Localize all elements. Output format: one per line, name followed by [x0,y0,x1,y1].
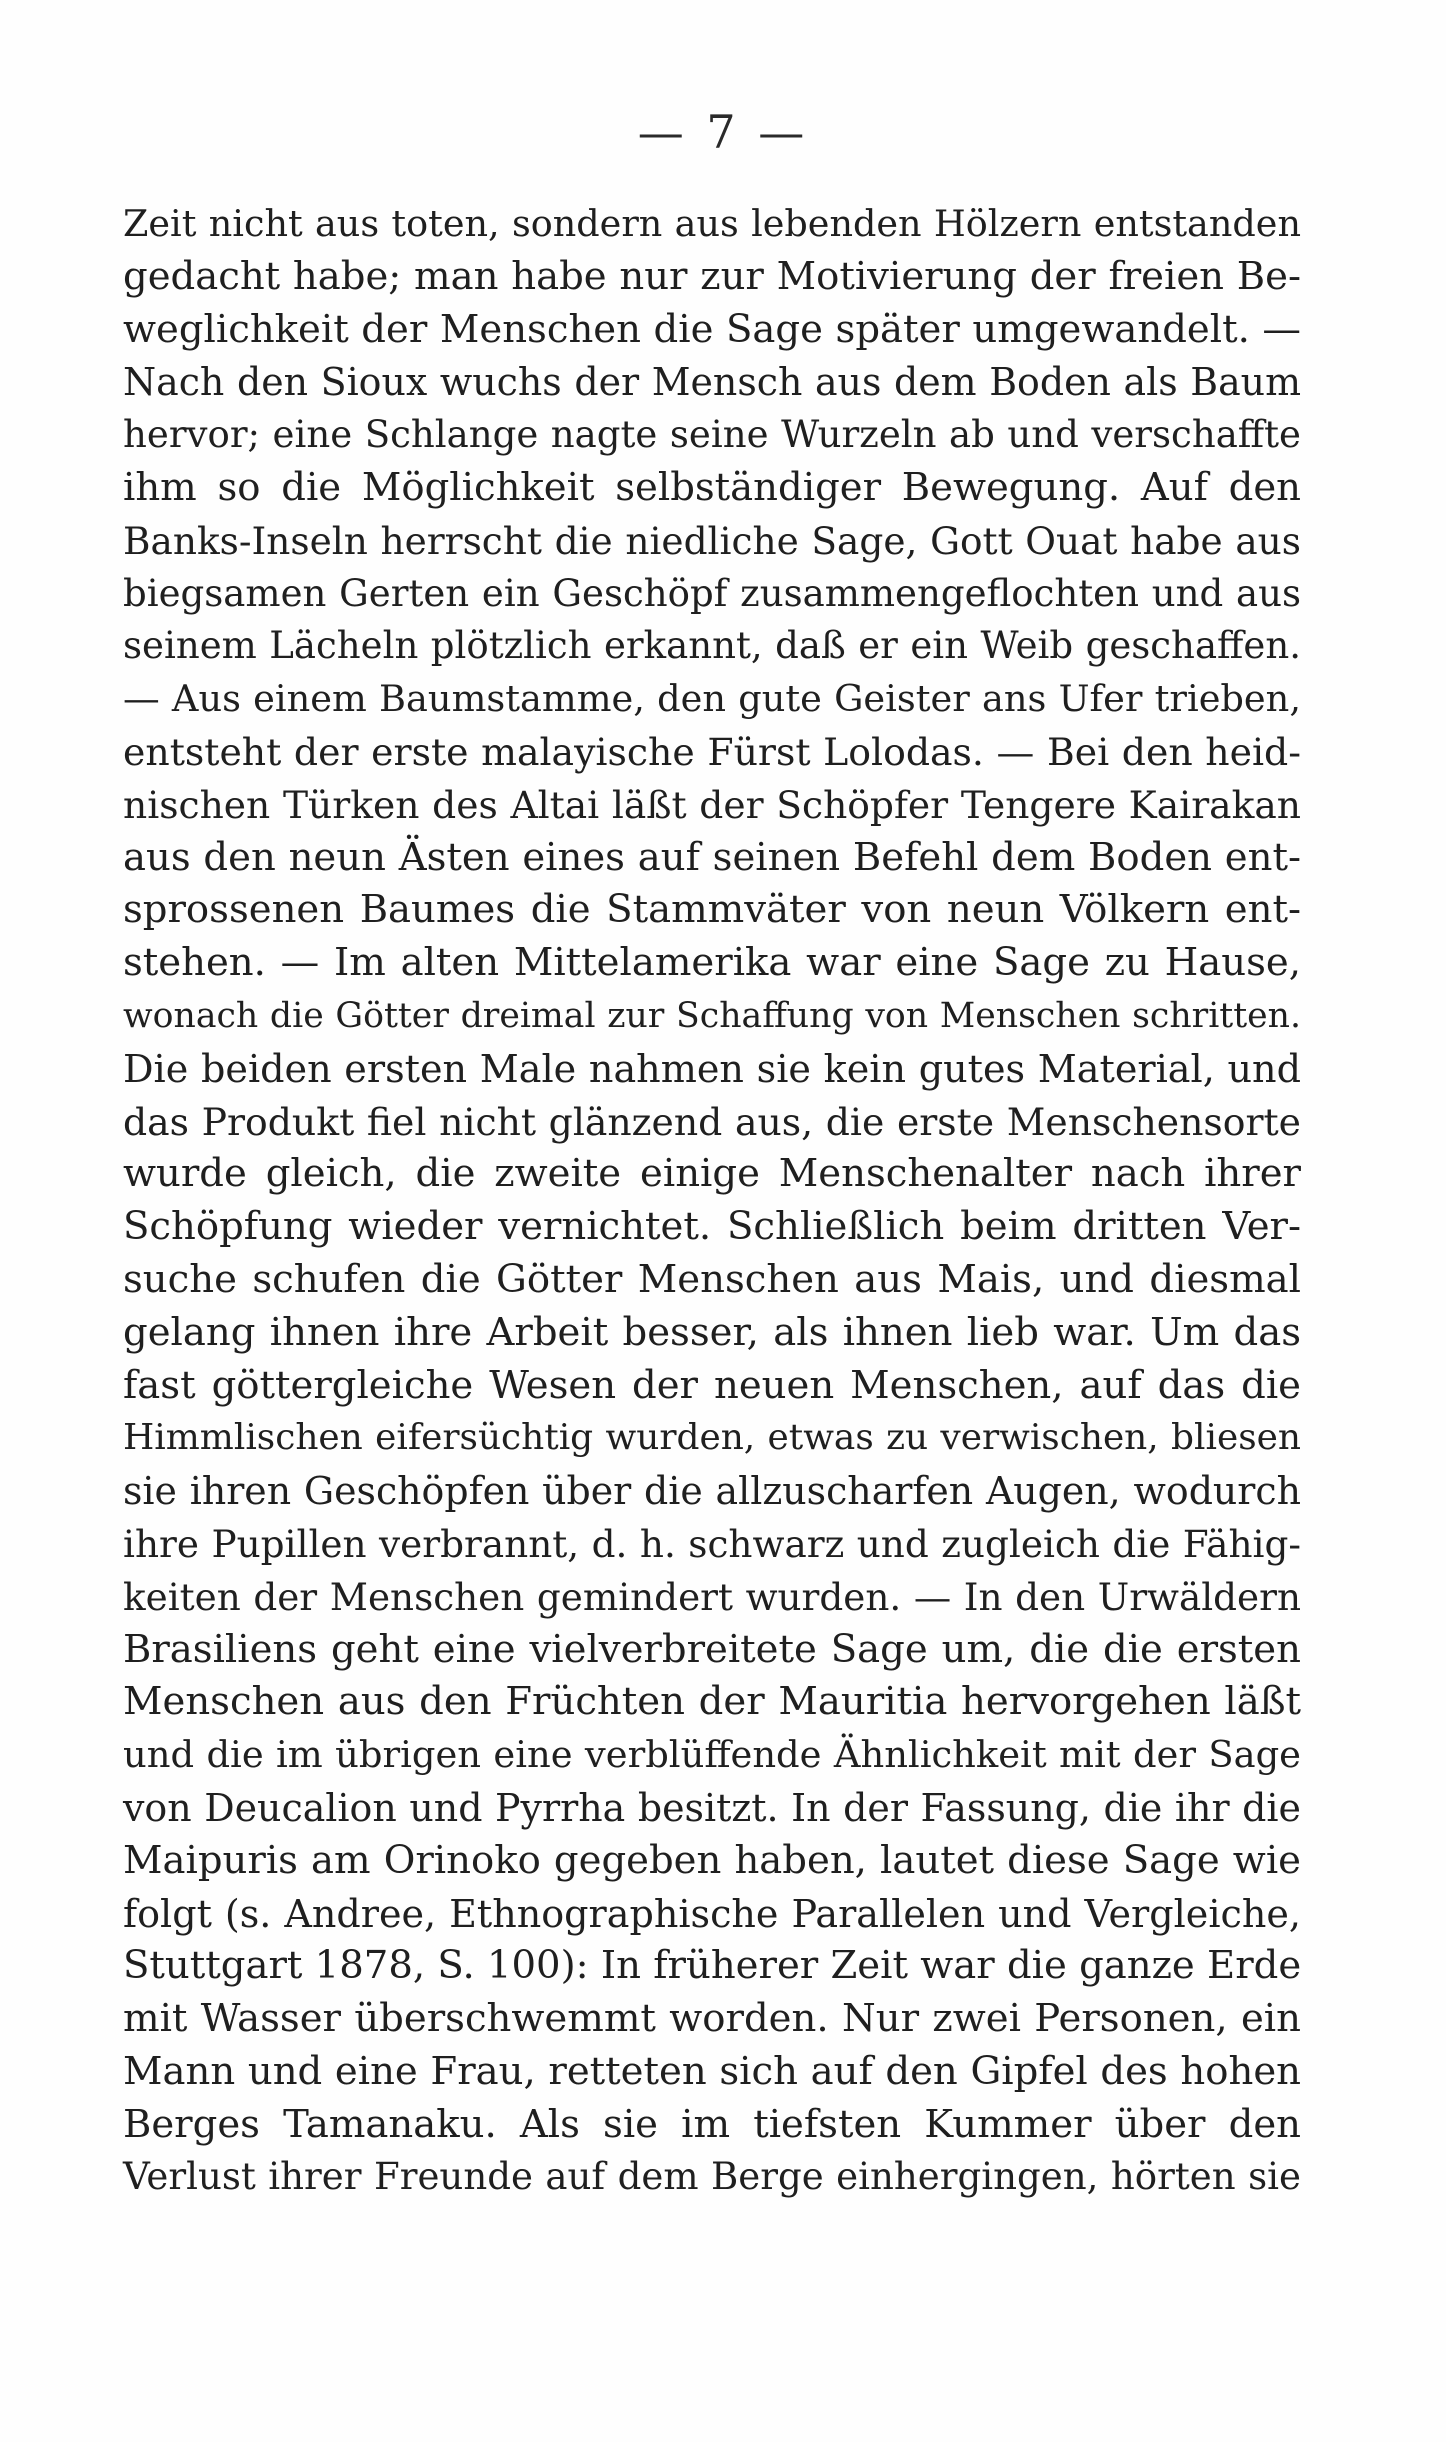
text-line: Verlust ihrer Freunde auf dem Berge einhergingen, hörten sie [123,2155,1301,2199]
text-line: Berges Tamanaku. Als sie im tiefsten Kummer über den [123,2101,1301,2147]
text-line: nischen Türken des Altai läßt der Schöpfer Tengere Kairakan [123,782,1301,827]
text-line: von Deucalion und Pyrrha besitzt. In der Fassung, die ihr die [123,1785,1301,1830]
text-line: Zeit nicht aus toten, sondern aus lebenden Hölzern entstanden [123,202,1301,245]
text-line: weglichkeit der Menschen die Sage später umgewandelt. — [123,306,1301,352]
text-line: Brasiliens geht eine vielverbreitete Sage um, die die ersten [123,1626,1301,1672]
text-line: aus den neun Ästen eines auf seinen Befehl dem Boden ent- [123,834,1301,880]
text-line: Menschen aus den Früchten der Mauritia hervorgehen läßt [123,1679,1301,1725]
text-line: Banks-Inseln herrscht die niedliche Sage, Gott Ouat habe aus [123,518,1301,563]
text-line: Mann und eine Frau, retteten sich auf den Gipfel des hohen [123,2048,1301,2094]
body-text [123,198,1301,2204]
text-line: gelang ihnen ihre Arbeit besser, als ihnen lieb war. Um das [123,1309,1301,1355]
text-line: fast göttergleiche Wesen der neuen Menschen, auf das die [123,1362,1301,1408]
text-line: gedacht habe; man habe nur zur Motivierung der freien Be- [123,253,1301,299]
text-line: sie ihren Geschöpfen über die allzuscharfen Augen, wodurch [123,1469,1301,1514]
text-line: folgt (s. Andree, Ethnographische Parallelen und Vergleiche, [123,1891,1301,1936]
text-line: und die im übrigen eine verblüffende Ähnlichkeit mit der Sage [123,1733,1301,1777]
text-line: biegsamen Gerten ein Geschöpf zusammengeflochten und aus [123,571,1301,615]
text-line: keiten der Menschen gemindert wurden. — In den Urwäldern [123,1574,1301,1619]
text-line: — Aus einem Baumstamme, den gute Geister ans Ufer trieben, [123,677,1301,721]
text-line: wonach die Götter dreimal zur Schaffung von Menschen schritten. [123,995,1301,1036]
text-line: Nach den Sioux wuchs der Mensch aus dem Boden als Baum [123,360,1301,405]
text-line: suche schufen die Götter Menschen aus Mais, und diesmal [123,1256,1301,1302]
text-line: Himmlischen eifersüchtig wurden, etwas zu verwischen, bliesen [123,1417,1301,1459]
text-line: mit Wasser überschwemmt worden. Nur zwei Personen, ein [123,1996,1301,2042]
page-number: — 7 — [637,105,809,159]
text-line: Maipuris am Orinoko gegeben haben, lautet diese Sage wie [123,1837,1301,1883]
text-line: Stuttgart 1878, S. 100): In früherer Zeit war die ganze Erde [123,1943,1302,1989]
text-line: das Produkt fiel nicht glänzend aus, die erste Menschensorte [123,1099,1301,1144]
text-line: ihre Pupillen verbrannt, d. h. schwarz und zugleich die Fähig- [123,1521,1301,1566]
text-line: sprossenen Baumes die Stammväter von neun Völkern ent- [123,887,1301,933]
text-line: ihm so die Möglichkeit selbständiger Bewegung. Auf den [123,464,1301,510]
text-line: seinem Lächeln plötzlich erkannt, daß er ein Weib geschaffen. [123,624,1301,668]
text-line: Schöpfung wieder vernichtet. Schließlich beim dritten Ver- [123,1204,1301,1250]
text-line: stehen. — Im alten Mittelamerika war eine Sage zu Hause, [123,940,1301,986]
text-line: wurde gleich, die zweite einige Menschenalter nach ihrer [123,1151,1301,1197]
text-line: entsteht der erste malayische Fürst Lolodas. — Bei den heid- [123,729,1301,774]
text-line: Die beiden ersten Male nahmen sie kein gutes Material, und [123,1046,1301,1091]
text-line: hervor; eine Schlange nagte seine Wurzeln ab und verschaffte [123,413,1301,457]
